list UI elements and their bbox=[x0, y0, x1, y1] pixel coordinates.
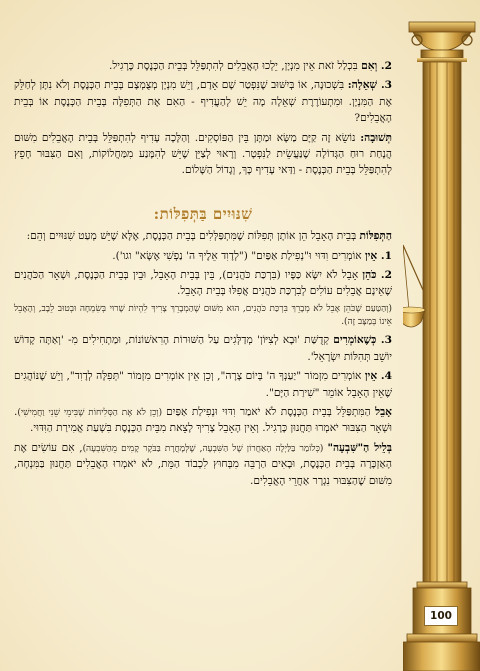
section-intro-lead: הַתְּפִלּוֹת bbox=[359, 230, 392, 243]
section-title: שִׁנּוּיִים בַּתְּפִלּוֹת: bbox=[153, 204, 253, 223]
item-4-text: אוֹמְרִים מִזְמוֹר "יַעַנְךָ ה' בְּיוֹם צָרָה", וְכֵן אֵין אוֹמְרִים מִזְמוֹר "תְּפִלָּה לְדָוִד", וְיֵשׁ שֶׁנּוֹהֲגִים שֶׁאֵין הָאָבֵל אוֹמֵר "שִׁירַת הַיָּם". bbox=[14, 370, 392, 399]
list-item-4 bbox=[14, 368, 392, 401]
shiva-text: , אִם עוֹשִׂים אֶת הָאַזְכָּרָה בְּבֵית הַכְּנֶסֶת, וּבָאִים הַרְבֵּה מִבְּחוּץ לִכְבוֹד הַמֵּת, לֹא יֹאמְרוּ הָאֲבֵלִים תַּחֲנוּן בַּמִּנְחָה, מִשּׁוּם שֶׁהַצִּבּוּר נִגְרָר אַחֲרֵי הָאֲבֵלִים. bbox=[14, 441, 392, 487]
pillar-base-top bbox=[417, 582, 467, 588]
section-intro-text: בְּבֵית הָאָבֵל הֵן אוֹתָן תְּפִלּוֹת שֶׁמִּתְפַּלְּלִים בְּבֵית הַכְּנֶסֶת, אֶלָּא שֶׁיֵּשׁ מְעַט שִׁנּוּיִים וְהֵם: bbox=[26, 230, 360, 243]
item-1-text: אוֹמְרִים וִדּוּי וּ"נְפִילַת אַפַּיִם" ("לְדָוִד אֵלֶיךָ ה' נַפְשִׁי אֶשָּׂא" וגו'). bbox=[112, 249, 365, 262]
capital-abacus bbox=[409, 22, 475, 32]
spacer bbox=[14, 182, 392, 198]
avel-text-2: . וּשְׁאָר הַצִּבּוּר יֹאמְרוּ תַּחֲנוּן כָּרָגִיל. וְאֵין הָאָבֵל צָרִיךְ לָצֵאת מִבֵּית הַכְּנֶסֶת בִּשְׁעַת אֲמִירַת הַוִּדּוּי. bbox=[14, 405, 392, 435]
paragraph-point-2 bbox=[14, 58, 392, 74]
lamp-chain-left bbox=[403, 245, 423, 290]
point-3-text: בִּשְׁכוּנָה, אוֹ בְּיִשּׁוּב שֶׁנִּפְטַר שָׁם אָדָם, וְיֵשׁ מִנְיָן מְצֻמְצָם בְּבֵית הַכְּנֶסֶת וְלֹא נִתָּן לְחַלֵּק אֶת הַמִּנְיָן. וּמִתְעוֹרֶרֶת שְׁאֵלָה מָה יֵשׁ לְהַעֲדִיף - הַאִם אֶת הַתְּפִלָּה בְּבֵית הַכְּנֶסֶת אוֹ בְּבֵית הָאֲבֵלִים? bbox=[14, 79, 392, 125]
list-item-2 bbox=[14, 267, 392, 300]
point-3-lead: 3. שְׁאֵלָה: bbox=[347, 79, 393, 92]
item-3-text: קְדֻשַּׁת 'וּבָא לְצִיּוֹן' מְדַלְּגִים עַל הַשּׁוּרוֹת הָרִאשׁוֹנוֹת, וּמַתְחִילִים מִ- 'וְאַתָּה קָדוֹשׁ יוֹשֵׁב תְּהִלּוֹת יִשְׂרָאֵל'. bbox=[14, 334, 392, 363]
pillar-shaft bbox=[423, 62, 461, 582]
shiva-note: (כְּלוֹמַר בַּלַּיְלָה הָאַחֲרוֹן שֶׁל הַשִּׁבְעָה, שֶׁלְּמָחֳרָת בַּבֹּקֶר קָמִים מֵהַשִּׁבְעָה) bbox=[82, 443, 328, 454]
pillar-graphic bbox=[403, 0, 480, 671]
paragraph-shiva bbox=[14, 440, 392, 489]
list-item-3 bbox=[14, 332, 392, 365]
item-4-lead: 4. אֵין bbox=[364, 370, 392, 383]
paragraph-point-3 bbox=[14, 77, 392, 126]
item-3-lead: 3. כְּשֶׁאוֹמְרִים bbox=[333, 334, 392, 347]
decorative-pillar bbox=[403, 0, 480, 671]
item-2-lead: 2. כֹּהֵן bbox=[362, 269, 392, 282]
page-number: 100 bbox=[424, 606, 458, 626]
text-column bbox=[14, 58, 392, 492]
answer-text: נוֹשֵׂא זֶה קַיָּם מַשָּׂא וּמַתָּן בֵּין הַפּוֹסְקִים. וְהַלָּכָה עָדִיף לְהִתְפַּלֵּל בְּבֵית הָאֲבֵלִים מִשּׁוּם הֲנָחַת רוּחַ הַגְּדוֹלָה שֶׁנַּעֲשֵׂית לַנִּפְטָר. וְרָאוּי לְצַיֵּן שֶׁיֵּשׁ לְהִמָּנַע מִמַּחֲלוֹקוֹת, וְאִם הַצִּבּוּר חָפֵץ לְהִתְפַּלֵּל בְּבֵית הַכְּנֶסֶת - וַדַּאי עָדִיף כָּךְ, וְגָדוֹל הַשָּׁלוֹם. bbox=[14, 131, 392, 177]
list-item-1 bbox=[14, 248, 392, 264]
item-2-text: אָבֵל לֹא יִשָּׂא כַּפָּיו (בִּרְכַּת כֹּהֲנִים), בֵּין בְּבֵית הָאָבֵל, וּבֵין בְּבֵית הַכְּנֶסֶת, וּשְׁאָר הַכֹּהֲנִים שֶׁאֵינָם אֲבֵלִים עוֹלִים לְבִרְכַּת כֹּהֲנִים אֲפִלּוּ בְּבֵית הָאָבֵל. bbox=[14, 269, 392, 298]
avel-note: (וְכֵן לֹא אֶת הַסְּלִיחוֹת שֶׁבִּימֵי שֵׁנִי וַחֲמִישִׁי) bbox=[17, 407, 167, 418]
avel-text: הַמִּתְפַּלֵּל בְּבֵית הַכְּנֶסֶת לֹא יֹאמַר וִדּוּי וּנְפִילַת אַפַּיִם bbox=[166, 405, 376, 418]
avel-lead: אָבֵל bbox=[375, 405, 392, 418]
answer-lead: תְּשׁוּבָה: bbox=[360, 131, 392, 144]
paragraph-section-intro bbox=[14, 228, 392, 244]
point-2-text: בִּכְלַל זֹאת אֵין מִנְיָן, יֵלְכוּ הָאֲבֵלִים לְהִתְפַּלֵּל בְּבֵית הַכְּנֶסֶת כָּרָגִיל. bbox=[108, 60, 362, 72]
point-2-lead: 2. וְאִם bbox=[361, 60, 392, 72]
item-2-note: (וְהַטַּעַם שֶׁכֹּהֵן אָבֵל לֹא מְבָרֵךְ בִּרְכַּת כֹּהֲנִים, הוּא מִשּׁוּם שֶׁהַמְבָרֵךְ צָרִיךְ לִהְיוֹת שָׁרוּי בְּשִׂמְחָה וּבְטוּב לֵבָב, וְהָאָבֵל אֵינוֹ בְּמַצָּב זֶה). bbox=[14, 303, 392, 328]
shiva-lead: בְּלֵיל הַ"שִּׁבְעָה" bbox=[327, 441, 392, 454]
paragraph-answer bbox=[14, 130, 392, 179]
paragraph-avel bbox=[14, 404, 392, 437]
pillar-plinth bbox=[403, 642, 480, 671]
item-1-lead: 1. אֵין bbox=[364, 249, 392, 262]
